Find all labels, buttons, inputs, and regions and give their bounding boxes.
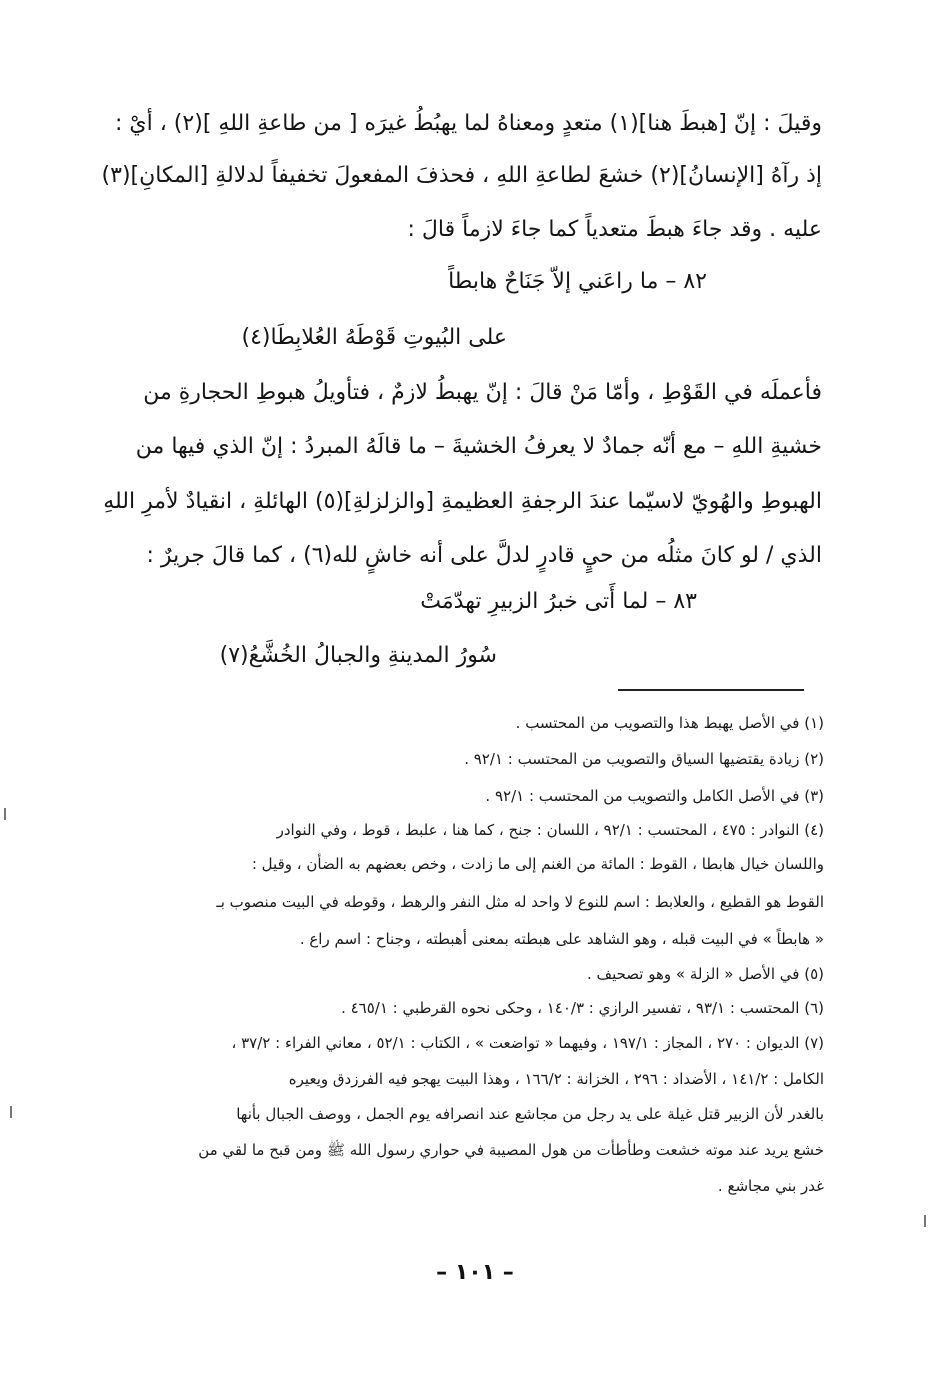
footnote-5: (٥) في الأصل « الزلة » وهو تصحيف .: [587, 965, 824, 983]
footnote-4-line-3: القوط هو القطيع ، والعلابط : اسم للنوع لا واحد له مثل النفر والرهط ، وقوطه في البيت منصوب بـ: [216, 893, 824, 911]
scan-mark: [10, 1106, 12, 1118]
body-line-5: خشيةِ اللهِ – مع أنّه جمادٌ لا يعرفُ الخشيةَ – ما قالَهُ المبردُ : إنّ الذي فيها من: [135, 434, 822, 459]
verse-83-second-hemistich: سُورُ المدينةِ والجبالُ الخُشَّعُ(٧): [219, 643, 497, 668]
footnote-6: (٦) المحتسب : ٩٣/١ ، تفسير الرازي : ١٤٠/٣ ، وحكى نحوه القرطبي : ٤٦٥/١ .: [341, 999, 824, 1017]
footnote-7-line-4: خشع يريد عند موته خشعت وطأطأت من هول المصيبة في حواري رسول الله ﷺ ومن قبح ما لقي من: [198, 1141, 824, 1159]
footnote-3: (٣) في الأصل الكامل والتصويب من المحتسب : ٩٢/١ .: [485, 787, 824, 805]
footnote-4-line-2: واللسان خيال هابطا ، القوط : المائة من الغنم إلى ما زادت ، وخص بعضهم به الضأن ، وقيل :: [251, 855, 824, 873]
scan-mark: [4, 808, 6, 820]
footnote-4-line-1: (٤) النوادر : ٤٧٥ ، المحتسب : ٩٢/١ ، اللسان : جنح ، كما هنا ، علبط ، قوط ، وفي النوادر: [276, 821, 824, 839]
footnote-4-line-4: « هابطاً » في البيت قبله ، وهو الشاهد على هبطته بمعنى أهبطته ، وجناح : اسم راع .: [299, 930, 824, 948]
verse-82-second-hemistich: على البُيوتِ قَوْطَهُ العُلابِطَا(٤): [241, 325, 507, 350]
verse-83-first-hemistich: ٨٣ – لما أَتى خبرُ الزبيرِ تهدّمَتْ: [420, 589, 697, 614]
page-number: – ١٠١ –: [436, 1260, 514, 1285]
footnote-7-line-5: غدر بني مجاشع .: [717, 1177, 824, 1195]
footnote-7-line-2: الكامل : ١٤١/٢ ، الأضداد : ٢٩٦ ، الخزانة : ١٦٦/٢ ، وهذا البيت يهجو فيه الفرزدق ويعيره: [288, 1070, 824, 1088]
body-line-2: إذ رآهُ [الإنسانُ](٢) خشعَ لطاعةِ اللهِ ، فحذفَ المفعولَ تخفيفاً لدلالةِ [المكانِ](٣): [101, 163, 822, 188]
body-line-6: الهبوطِ والهُويّ لاسيّما عندَ الرجفةِ العظيمةِ [والزلزلةِ](٥) الهائلةِ ، انقيادٌ لأمرِ اللهِ: [103, 489, 822, 514]
footnote-7-line-3: بالغدر لأن الزبير قتل غيلة على يد رجل من مجاشع عند انصرافه يوم الجمل ، ووصف الجبال بأنها: [236, 1105, 824, 1123]
body-line-3: عليه . وقد جاءَ هبطَ متعدياً كما جاءَ لازماً قالَ :: [407, 217, 822, 242]
footnote-2: (٢) زيادة يقتضيها السياق والتصويب من المحتسب : ٩٢/١ .: [464, 750, 824, 768]
footnote-separator: [618, 689, 804, 691]
footnote-1: (١) في الأصل يهبط هذا والتصويب من المحتسب .: [515, 714, 824, 732]
body-line-7: الذي / لو كانَ مثلُه من حيٍ قادرٍ لدلَّ على أنه خاشٍ لله(٦) ، كما قالَ جريرٌ :: [146, 543, 822, 568]
verse-82-first-hemistich: ٨٢ – ما راعَني إلاّ جَنَاحٌ هابطاً: [448, 269, 707, 294]
scan-mark: [924, 1215, 926, 1227]
body-line-4: فأعملَه في القَوْطِ ، وأمّا مَنْ قالَ : إنّ يهبطُ لازمٌ ، فتأويلُ هبوطِ الحجارةِ من: [143, 380, 822, 405]
body-line-1: وقيلَ : إنّ [هبطَ هنا](١) متعدٍ ومعناهُ لما يهبُطُ غيرَه [ من طاعةِ اللهِ ](٢) ، أيْ :: [114, 111, 822, 136]
footnote-7-line-1: (٧) الديوان : ٢٧٠ ، المجاز : ١٩٧/١ ، وفيهما « تواضعت » ، الكتاب : ٥٢/١ ، معاني الفراء : ٣٧/٢ ،: [231, 1034, 824, 1052]
